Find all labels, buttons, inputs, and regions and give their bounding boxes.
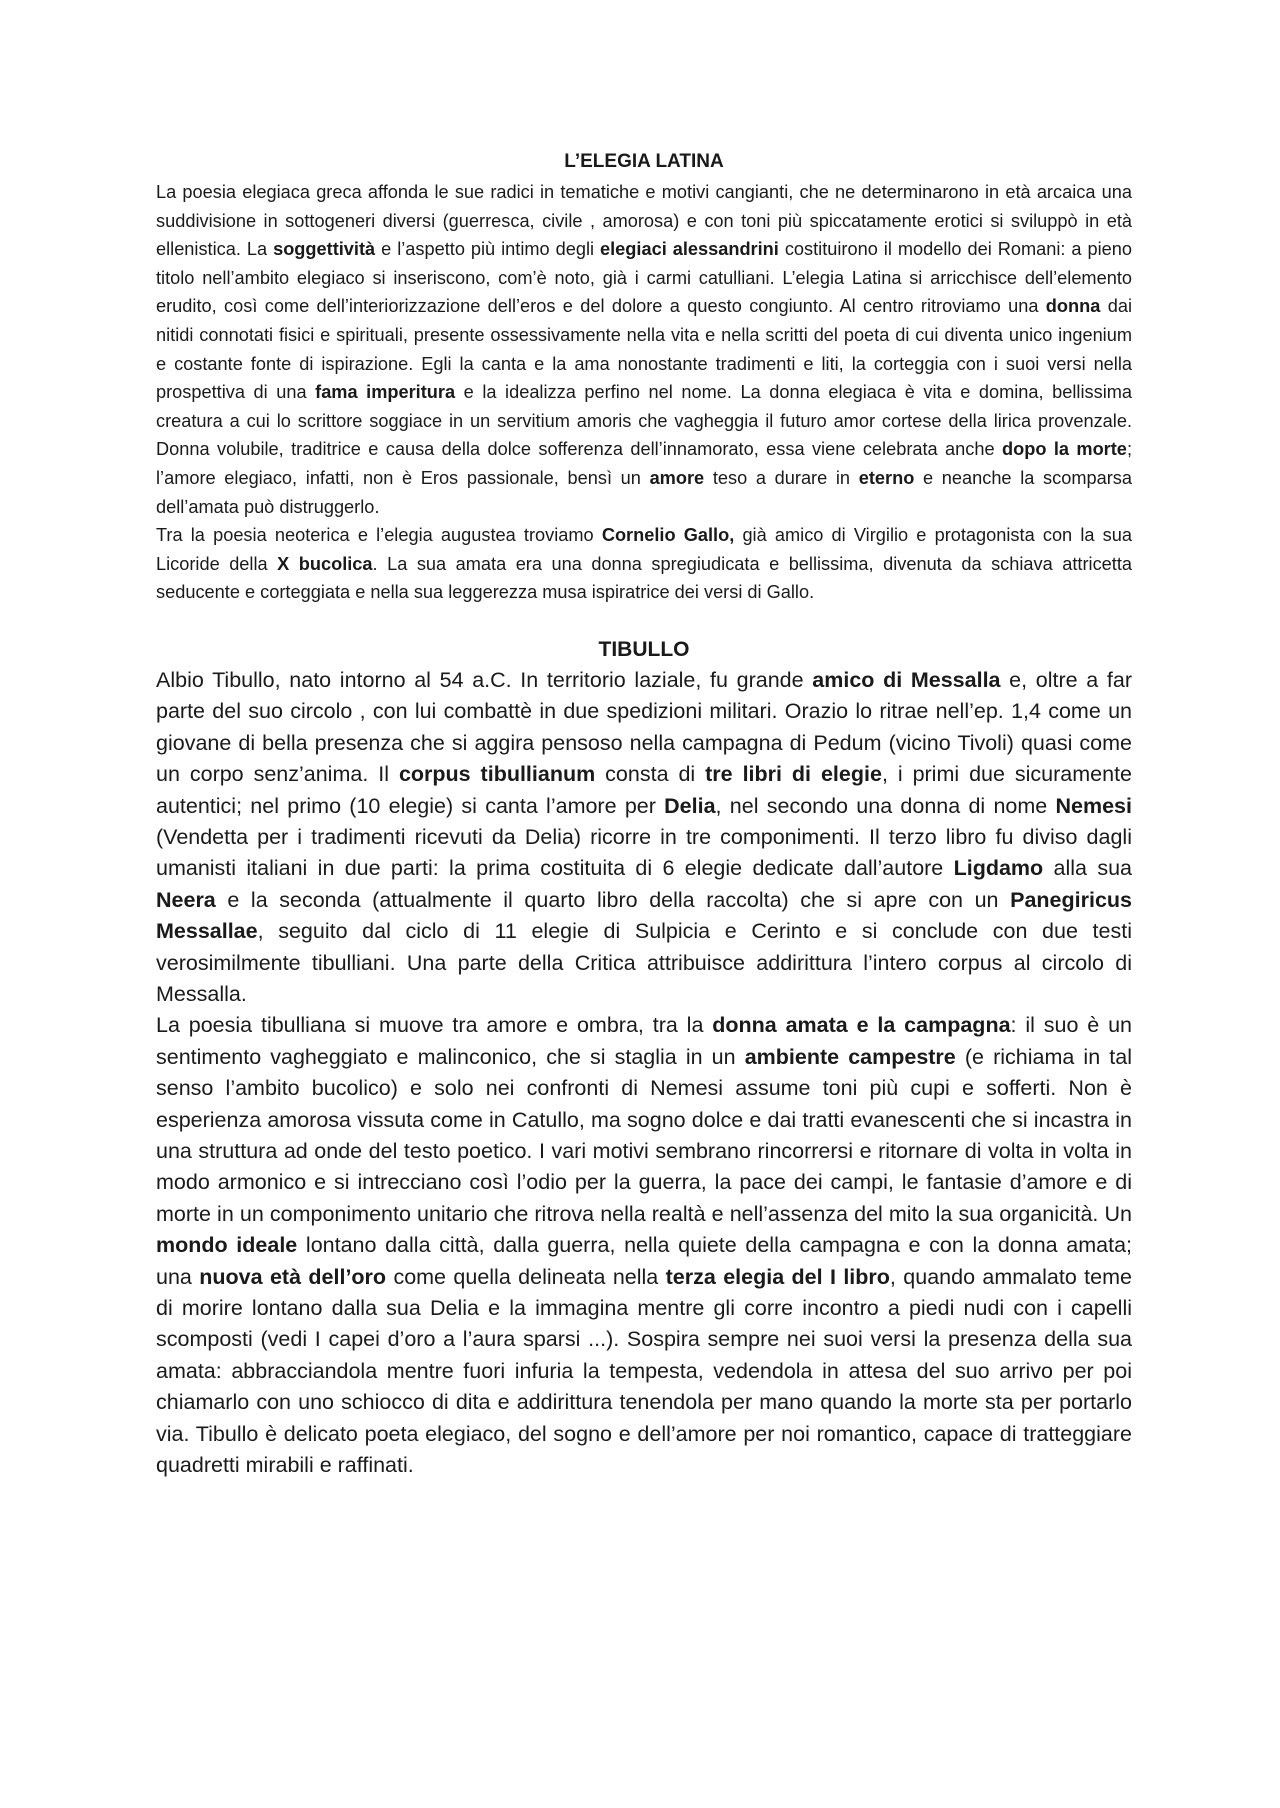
bold-text-run: mondo ideale [156, 1233, 298, 1258]
bold-text-run: tre libri di elegie [705, 762, 882, 787]
text-run: alla sua [1043, 856, 1132, 881]
text-run: , quando ammalato teme di morire lontano dalla sua Delia e la immagina mentre gli corre incontro a piedi nudi con i capelli scomposti (vedi I capei d’oro a l’aura sparsi ...). Sospira sempre nei suoi versi la presenza della sua amata: abbracciandola mentre fuori infuria la tempesta, vedendola in attesa del suo arrivo per poi chiamarlo con uno schiocco di dita e addirittura tenendola per mano quando la morte sta per portarlo via. Tibullo è delicato poeta elegiaco, del sogno e dell’amore per noi romantico, capace di tratteggiare quadretti mirabili e raffinati. [156, 1264, 1132, 1478]
text-run: già amico di Virgilio e protagonista con la sua Licoride della [156, 525, 1132, 574]
bold-text-run: Nemesi [1055, 793, 1132, 818]
text-run: e, oltre a far parte del suo circolo , con lui combattè in due spedizioni militari. Orazio lo ritrae nell’ep. 1,4 come un giovane di bella presenza che si aggira pensoso nella campagna di Pedum (vicino Tivoli) quasi come un corpo senz’anima. Il [156, 667, 1132, 787]
text-run: , i primi due sicuramente autentici; nel primo (10 elegie) si canta l’amore per [156, 762, 1133, 818]
text-run: , seguito dal ciclo di 11 elegie di Sulpicia e Cerinto e si conclude con due testi verosimilmente tibulliani. Una parte della Critica attribuisce addirittura l’intero corpus al circolo di Messalla. [156, 919, 1132, 1006]
text-run: lontano dalla città, dalla guerra, nella quiete della campagna e con la donna amata; una [156, 1233, 1133, 1289]
text-run: Albio Tibullo, nato intorno al 54 a.C. In territorio laziale, fu grande [156, 667, 813, 692]
bold-text-run: eterno [858, 467, 915, 488]
bold-text-run: fama imperitura [315, 382, 456, 403]
text-run: : il suo è un sentimento vagheggiato e malinconico, che si staglia in un [156, 1013, 1132, 1069]
bold-text-run: nuova età dell’oro [199, 1264, 387, 1289]
text-run: ; l’amore elegiaco, infatti, non è Eros passionale, bensì un [156, 439, 1132, 488]
text-run: La poesia tibulliana si muove tra amore e ombra, tra la [156, 1013, 713, 1038]
text-run: (Vendetta per i tradimenti ricevuti da Delia) ricorre in tre componimenti. Il terzo libro fu diviso dagli umanisti italiani in due parti: la prima costituita di 6 elegie dedicate dall’autore [156, 824, 1132, 881]
paragraph-tibullo-bio [156, 665, 1132, 1010]
text-run: costituirono il modello dei Romani: a pieno titolo nell’ambito elegiaco si inseriscono, com’è noto, già i carmi catulliani. L’elegia Latina si arricchisce dell’elemento erudito, così come dell’interiorizzazione dell’eros e del dolore a questo congiunto. Al centro ritroviamo una [156, 239, 1132, 317]
bold-text-run: ambiente campestre [744, 1044, 956, 1069]
text-run: La poesia elegiaca greca affonda le sue radici in tematiche e motivi cangianti, che ne determinarono in età arcaica una suddivisione in sottogeneri diversi (guerresca, civile , amorosa) e con toni più spiccatamente erotici si sviluppò in età ellenistica. La [156, 182, 1132, 260]
paragraph-tibullo-poetry [156, 1010, 1132, 1481]
text-run: (e richiama in tal senso l’ambito bucolico) e solo nei confronti di Nemesi assume toni più cupi e sofferti. Non è esperienza amorosa vissuta come in Catullo, ma sogno dolce e dai tratti evanescenti che si incastra in una struttura ad onde del testo poetico. I vari motivi sembrano rincorrersi e ritornare di volta in volta in modo armonico e si intrecciano così l’odio per la guerra, la pace dei campi, le fantasie d’amore e di morte in un componimento unitario che ritrova nella realtà e nell’assenza del mito la sua organicità. Un [156, 1044, 1132, 1226]
text-run: Tra la poesia neoterica e l’elegia augustea troviamo [156, 525, 602, 546]
bold-text-run: corpus tibullianum [398, 762, 596, 787]
text-run: consta di [595, 762, 706, 787]
section-title-elegia-latina: L’ELEGIA LATINA [564, 151, 724, 172]
bold-text-run: elegiaci alessandrini [600, 239, 779, 260]
paragraph-cornelio-gallo [156, 521, 1132, 607]
bold-text-run: donna amata e la campagna [712, 1013, 1011, 1038]
bold-text-run: amore [649, 467, 705, 488]
text-run: e neanche la scomparsa dell’amata può distruggerlo. [156, 467, 1132, 517]
bold-text-run: dopo la morte [1002, 439, 1127, 460]
bold-text-run: terza elegia del I libro [665, 1264, 890, 1289]
bold-text-run: Neera [156, 887, 216, 912]
bold-text-run: Panegiricus Messallae [156, 887, 1132, 944]
bold-text-run: Delia [664, 793, 716, 818]
text-run: e la idealizza perfino nel nome. La donna elegiaca è vita e domina, bellissima creatura a cui lo scrittore soggiace in un servitium amoris che vagheggia il futuro amor cortese della lirica provenzale. Donna volubile, traditrice e causa della dolce sofferenza dell’innamorato, essa viene celebrata anche [156, 382, 1132, 460]
text-run: teso a durare in [704, 467, 859, 488]
bold-text-run: soggettività [273, 239, 376, 260]
text-run: e l’aspetto più intimo degli [375, 239, 601, 260]
section-title-tibullo: TIBULLO [598, 637, 690, 661]
bold-text-run: Cornelio Gallo, [601, 525, 735, 546]
bold-text-run: amico di Messalla [812, 667, 1001, 692]
text-run: , nel secondo una donna di nome [715, 793, 1056, 818]
text-run: e la seconda (attualmente il quarto libro della raccolta) che si apre con un [215, 887, 1011, 912]
text-run: come quella delineata nella [386, 1264, 666, 1289]
paragraph-elegia-intro [156, 178, 1132, 521]
text-run: . La sua amata era una donna spregiudicata e bellissima, divenuta da schiava attricetta seducente e corteggiata e nella sua leggerezza musa ispiratrice dei versi di Gallo. [156, 553, 1132, 603]
bold-text-run: Ligdamo [953, 856, 1044, 881]
bold-text-run: donna [1045, 296, 1101, 317]
document-page [156, 150, 1132, 1481]
bold-text-run: X bucolica [277, 553, 373, 574]
text-run: dai nitidi connotati fisici e spirituali, presente ossessivamente nella vita e nella scritti del poeta di cui diventa unico ingenium e costante fonte di ispirazione. Egli la canta e la ama nonostante tradimenti e liti, la corteggia con i suoi versi nella prospettiva di una [156, 296, 1132, 403]
